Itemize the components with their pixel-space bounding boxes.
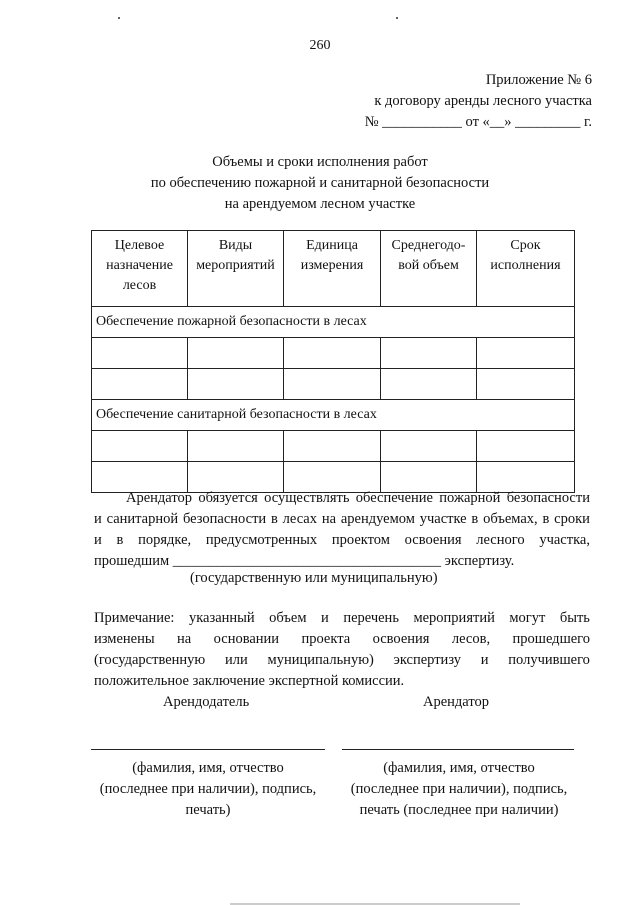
obligation-paragraph — [94, 488, 590, 572]
paragraph-line: Арендатор обязуется осуществлять обеспечение пожарной безопасности — [126, 490, 590, 506]
header-annual-volume: Среднегодо- вой объем — [381, 231, 477, 307]
table-row — [92, 369, 575, 400]
note-paragraph — [94, 608, 590, 692]
table-cell[interactable] — [188, 369, 284, 400]
table-cell[interactable] — [188, 338, 284, 369]
lessee-signature-caption: (фамилия, имя, отчество (последнее при наличии), подпись, печать (последнее при наличии) — [350, 760, 568, 818]
table-cell[interactable] — [92, 431, 188, 462]
title-line: по обеспечению пожарной и санитарной безопасности — [150, 175, 490, 191]
table-cell[interactable] — [381, 338, 477, 369]
table-cell[interactable] — [381, 431, 477, 462]
note-line: изменены на основании проекта освоения лесов, прошедшего — [94, 631, 590, 647]
table-row — [92, 338, 575, 369]
table-cell[interactable] — [284, 338, 381, 369]
table-section-row — [92, 400, 575, 431]
header-deadline: Срок исполнения — [477, 231, 575, 307]
page-number: 260 — [309, 38, 331, 53]
scan-speck — [396, 17, 398, 19]
lessor-signature-caption: (фамилия, имя, отчество (последнее при наличии), подпись, печать) — [99, 760, 317, 818]
note-line: (государственную или муниципальную) экспертизу и получившего — [94, 652, 590, 668]
paragraph-line: и санитарной безопасности в лесах на арендуемом участке в объемах, в сроки — [94, 511, 590, 527]
title-line: на арендуемом лесном участке — [224, 196, 416, 212]
table-cell[interactable] — [92, 369, 188, 400]
paragraph-line: и в порядке, предусмотренных проектом освоения лесного участка, — [94, 532, 590, 548]
appendix-header — [365, 70, 592, 133]
header-activity-types: Виды мероприятий — [188, 231, 284, 307]
note-line: Примечание: указанный объем и перечень мероприятий могут быть — [94, 610, 590, 626]
header-forest-purpose: Целевое назначение лесов — [92, 231, 188, 307]
table-cell[interactable] — [92, 338, 188, 369]
appendix-contract-ref: к договору аренды лесного участка — [374, 93, 592, 109]
works-table — [91, 230, 575, 493]
scan-speck — [118, 17, 120, 19]
table-cell[interactable] — [477, 369, 575, 400]
lessee-label: Арендатор — [423, 694, 490, 710]
table-cell[interactable] — [284, 369, 381, 400]
title-line: Объемы и сроки исполнения работ — [212, 154, 428, 170]
note-line: положительное заключение экспертной комиссии. — [94, 673, 405, 689]
document-title — [0, 152, 640, 215]
section-sanitary-safety: Обеспечение санитарной безопасности в лесах — [92, 400, 575, 431]
header-unit: Единица измерения — [284, 231, 381, 307]
appendix-contract-number: № ___________ от «__» _________ г. — [364, 114, 592, 130]
section-fire-safety: Обеспечение пожарной безопасности в лесах — [92, 307, 575, 338]
table-section-row — [92, 307, 575, 338]
lessor-label: Арендодатель — [163, 694, 250, 710]
lessee-signature-line[interactable] — [342, 749, 574, 750]
table-header-row — [92, 231, 575, 307]
table-row — [92, 431, 575, 462]
paragraph-line: прошедшим _____________________________________ экспертизу. — [94, 551, 590, 572]
table-cell[interactable] — [381, 369, 477, 400]
table-cell[interactable] — [284, 431, 381, 462]
expertise-blank-field[interactable]: _____________________________________ — [172, 553, 442, 569]
table-cell[interactable] — [477, 431, 575, 462]
appendix-title: Приложение № 6 — [485, 72, 592, 88]
table-cell[interactable] — [477, 338, 575, 369]
expertise-hint: (государственную или муниципальную) — [190, 570, 438, 586]
table-cell[interactable] — [188, 431, 284, 462]
lessor-signature-line[interactable] — [91, 749, 325, 750]
